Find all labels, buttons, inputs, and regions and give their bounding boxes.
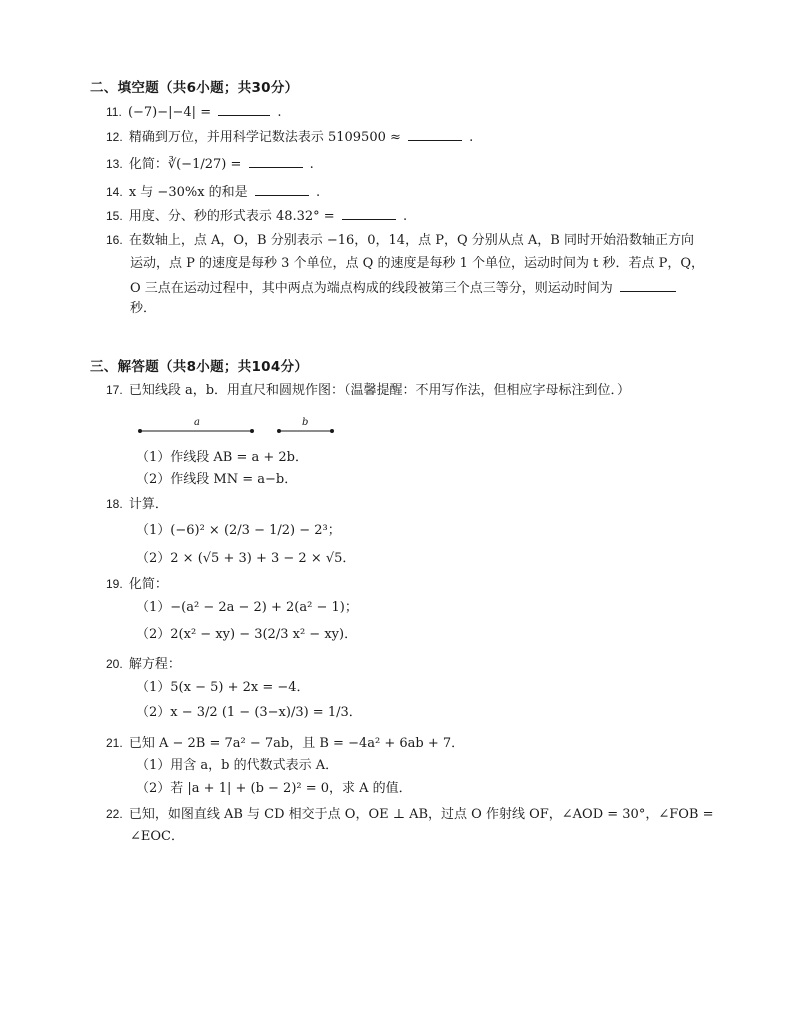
question-number: 12. [106,130,123,144]
segments-figure [134,414,344,440]
question-text: 已知 A − 2B = 7a² − 7ab，且 B = −4a² + 6ab + 7． [128,736,465,751]
question-tail: . [277,105,282,120]
question-text: 计算． [128,497,168,512]
question-number: 20. [106,657,123,671]
question-21-part2: （2）若 |a + 1| + (b − 2)² = 0，求 A 的值． [136,781,412,796]
question-19 [106,574,168,595]
question-tail: . [402,209,408,224]
question-number: 15. [106,209,123,223]
question-19-part1: （1）−(a² − 2a − 2) + 2(a² − 1)； [136,600,358,615]
question-17-part1: （1）作线段 AB = a + 2b． [136,450,309,465]
segment-a-endpoint [250,429,254,433]
answer-blank[interactable] [255,181,309,196]
question-number: 18. [106,497,123,511]
question-16 [106,230,694,251]
question-text: 化简： [128,577,168,592]
question-number: 14. [106,185,123,199]
question-number: 11. [106,105,122,119]
question-number: 22. [106,807,123,821]
answer-blank[interactable] [218,101,270,116]
question-18-part2: （2）2 × (√5 + 3) + 3 − 2 × √5． [136,551,356,566]
question-text: 化简：∛(−1/27) = [128,157,246,172]
question-text-line1: 已知，如图直线 AB 与 CD 相交于点 O，OE ⊥ AB，过点 O 作射线 OF，∠AOD = 30°，∠FOB = [128,807,714,822]
question-number: 21. [106,736,123,750]
segment-b-endpoint [330,429,334,433]
question-number: 17. [106,383,123,397]
question-21-part1: （1）用含 a，b 的代数式表示 A． [136,758,339,773]
question-19-part2: （2）2(x² − xy) − 3(2/3 x² − xy)． [136,627,358,642]
question-14 [106,181,320,203]
question-16-line3 [130,277,679,299]
answer-blank[interactable] [408,126,462,141]
question-text-line3: O 三点在运动过程中，其中两点为端点构成的线段被第三个点三等分，则运动时间为 [130,281,613,296]
question-text-line1: 在数轴上，点 A，O，B 分别表示 −16，0，14，点 P，Q 分别从点 A，B 同时开始沿数轴正方向 [128,233,694,248]
question-text: (−7)−|−4| = [127,105,216,120]
question-text: x 与 −30%x 的和是 [128,185,248,200]
question-number: 13. [106,157,123,171]
question-15 [106,205,407,227]
question-17-part2: （2）作线段 MN = a−b． [136,472,298,487]
question-tail: . [469,130,474,145]
question-21 [106,733,464,754]
question-11 [106,101,282,123]
segment-a-label: a [194,417,200,428]
question-number: 19. [106,577,123,591]
segment-b-endpoint [277,429,281,433]
segment-a-endpoint [138,429,142,433]
question-text: 精确到万位，并用科学记数法表示 5109500 ≈ [128,130,406,145]
question-12 [106,126,473,148]
question-20-part1: （1）5(x − 5) + 2x = −4． [136,680,310,695]
answer-blank[interactable] [249,153,303,168]
section-title-answer: 三、解答题（共8小题；共104分） [90,359,309,375]
question-number: 16. [106,233,123,247]
question-22 [106,804,713,825]
question-18-part1: （1）(−6)² × (2/3 − 1/2) − 2³； [136,523,341,538]
segment-b-label: b [302,417,309,428]
answer-blank[interactable] [620,277,676,292]
question-16-line4: 秒． [130,301,157,316]
section-title-fill-in: 二、填空题（共6小题；共30分） [90,80,299,96]
question-22-line2: ∠EOC． [130,829,184,844]
answer-blank[interactable] [342,205,396,220]
question-16-line2: 运动，点 P 的速度是每秒 3 个单位，点 Q 的速度是每秒 1 个单位，运动时间为 t 秒．若点 P，Q， [130,256,705,271]
question-tail: . [315,185,321,200]
question-20-part2: （2）x − 3/2 (1 − (3−x)/3) = 1/3． [136,705,362,720]
question-text: 解方程： [128,657,181,672]
question-tail: . [309,157,314,172]
question-13 [106,153,314,175]
question-18 [106,494,168,515]
question-17 [106,380,630,401]
question-text: 已知线段 a，b．用直尺和圆规作图：（温馨提醒：不用写作法，但相应字母标注到位．） [128,383,631,398]
question-text: 用度、分、秒的形式表示 48.32° = [128,209,339,224]
question-20 [106,654,181,675]
